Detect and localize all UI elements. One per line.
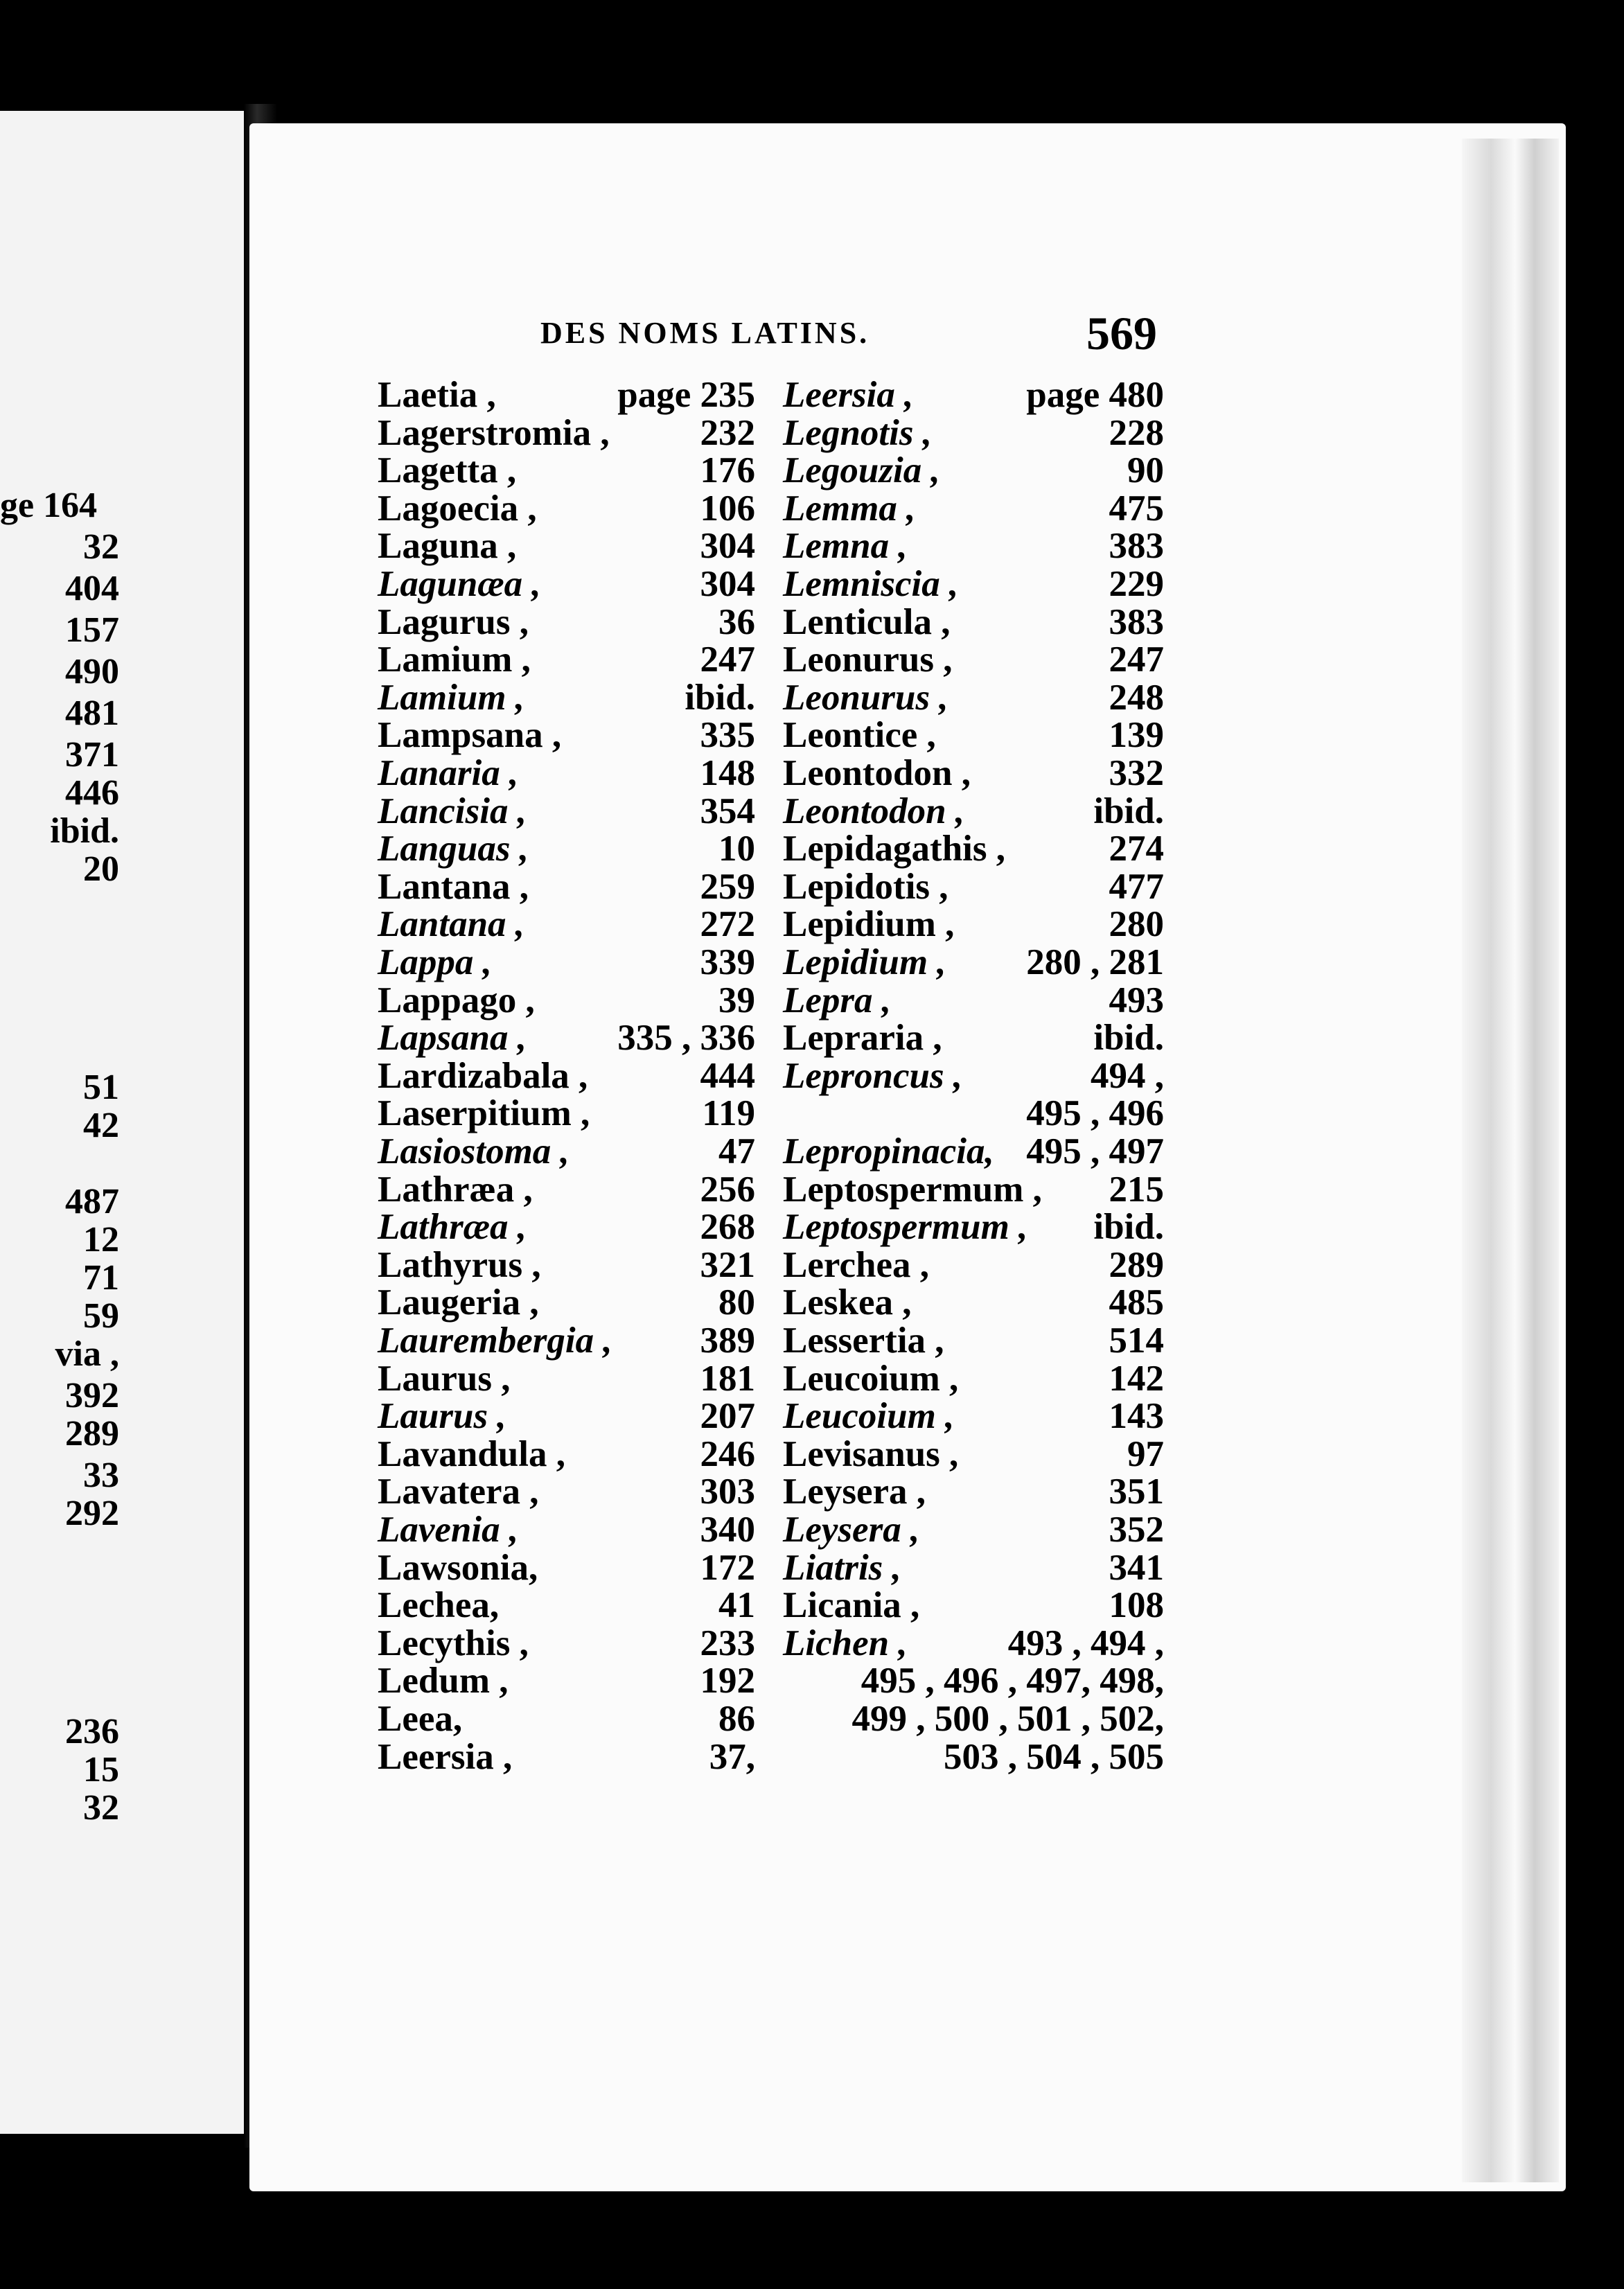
left-fragment: 487 bbox=[65, 1182, 119, 1221]
entry-name: Ledum , bbox=[378, 1661, 509, 1702]
entry-name: Lamium , bbox=[378, 677, 525, 718]
left-fragment: ibid. bbox=[50, 811, 119, 851]
entry-page-ref: 340 bbox=[700, 1510, 755, 1550]
entry-page-ref: 303 bbox=[700, 1472, 755, 1512]
entry-page-ref: 119 bbox=[702, 1093, 755, 1134]
left-fragment: 404 bbox=[65, 569, 119, 608]
entry-name: Leonurus , bbox=[783, 639, 953, 680]
entry-name: Leersia , bbox=[783, 375, 914, 415]
entry-name: Laguna , bbox=[378, 526, 517, 567]
entry-name: Laurus , bbox=[378, 1396, 506, 1437]
left-fragment: 32 bbox=[83, 527, 119, 567]
left-fragment: 12 bbox=[83, 1220, 119, 1260]
entry-page-ref: ibid. bbox=[1093, 1207, 1164, 1248]
entry-name: Leontodon , bbox=[783, 790, 965, 831]
entry-page-ref: 335 bbox=[700, 715, 755, 756]
entry-page-ref: 475 bbox=[1109, 488, 1164, 529]
entry-page-ref: 485 bbox=[1109, 1282, 1164, 1323]
entry-page-ref: 139 bbox=[1109, 715, 1164, 756]
entry-name: Lanaria , bbox=[378, 753, 519, 793]
entry-page-ref: 215 bbox=[1109, 1169, 1164, 1210]
entry-name: Lathræa , bbox=[378, 1169, 533, 1210]
entry-page-ref: 247 bbox=[1109, 639, 1164, 680]
entry-name: Legnotis , bbox=[783, 412, 932, 453]
entry-name: Lappago , bbox=[378, 980, 535, 1020]
entry-page-ref: 495 , 496 bbox=[1026, 1093, 1164, 1134]
entry-name: Leontodon , bbox=[783, 753, 971, 793]
entry-name: Lardizabala , bbox=[378, 1055, 588, 1096]
entry-page-ref: 106 bbox=[700, 488, 755, 529]
entry-name: Lapsana , bbox=[378, 1018, 527, 1059]
left-fragment: 236 bbox=[65, 1712, 119, 1751]
entry-page-ref: 383 bbox=[1109, 526, 1164, 567]
entry-page-ref: 444 bbox=[700, 1055, 755, 1096]
entry-page-ref: 354 bbox=[700, 790, 755, 831]
left-fragment: 371 bbox=[65, 735, 119, 775]
entry-name: Lepraria , bbox=[783, 1018, 942, 1059]
entry-page-ref: 228 bbox=[1109, 412, 1164, 453]
entry-page-ref: 10 bbox=[718, 829, 755, 869]
entry-page-ref: 280 bbox=[1109, 904, 1164, 945]
entry-name: Laugeria , bbox=[378, 1282, 539, 1323]
entry-page-ref: 247 bbox=[700, 639, 755, 680]
entry-name: Lagunæa , bbox=[378, 564, 541, 604]
entry-page-ref: 272 bbox=[700, 904, 755, 945]
entry-name: Lemna , bbox=[783, 526, 908, 567]
entry-page-ref: 47 bbox=[718, 1131, 755, 1172]
entry-name: Lagetta , bbox=[378, 450, 517, 491]
entry-name: Languas , bbox=[378, 829, 529, 869]
entry-page-ref: 351 bbox=[1109, 1472, 1164, 1512]
entry-page-ref: 289 bbox=[1109, 1244, 1164, 1285]
entry-page-ref: ibid. bbox=[1093, 1018, 1164, 1059]
entry-page-ref: 477 bbox=[1109, 866, 1164, 907]
entry-name: Lepropinacia, bbox=[783, 1131, 994, 1172]
entry-page-ref: 90 bbox=[1127, 450, 1164, 491]
left-fragment: 446 bbox=[65, 773, 119, 813]
entry-page-ref: 256 bbox=[700, 1169, 755, 1210]
entry-name: Lamium , bbox=[378, 639, 531, 680]
entry-page-ref: 494 , bbox=[1091, 1055, 1164, 1096]
entry-name: Lessertia , bbox=[783, 1320, 944, 1361]
entry-name: Leersia , bbox=[378, 1736, 513, 1777]
entry-page-ref: 514 bbox=[1109, 1320, 1164, 1361]
entry-page-ref: 246 bbox=[700, 1433, 755, 1474]
left-fragment: 481 bbox=[65, 693, 119, 733]
entry-name: Levisanus , bbox=[783, 1433, 959, 1474]
entry-name: Lepidium , bbox=[783, 942, 946, 982]
left-fragment: 292 bbox=[65, 1494, 119, 1533]
entry-name: Lerchea , bbox=[783, 1244, 929, 1285]
left-fragment: 392 bbox=[65, 1376, 119, 1415]
entry-name: Laurus , bbox=[378, 1358, 511, 1399]
left-fragment: 15 bbox=[83, 1750, 119, 1789]
entry-name: Lancisia , bbox=[378, 790, 527, 831]
left-fragment: ge 164 bbox=[0, 486, 98, 525]
left-fragment: 42 bbox=[83, 1106, 119, 1145]
entry-name: Leptospermum , bbox=[783, 1207, 1028, 1248]
entry-page-ref: page 235 bbox=[617, 375, 755, 415]
entry-name: Lantana , bbox=[378, 904, 525, 945]
entry-page-ref: 232 bbox=[700, 412, 755, 453]
entry-page-ref: 339 bbox=[700, 942, 755, 982]
entry-page-ref: 259 bbox=[700, 866, 755, 907]
left-fragment: 157 bbox=[65, 610, 119, 650]
entry-name: Lecythis , bbox=[378, 1623, 529, 1663]
entry-name: Lathræa , bbox=[378, 1207, 527, 1248]
entry-name: Lepra , bbox=[783, 980, 892, 1020]
entry-page-ref: 39 bbox=[718, 980, 755, 1020]
entry-name: Liatris , bbox=[783, 1547, 901, 1588]
entry-name: Leucoium , bbox=[783, 1358, 959, 1399]
left-fragment: via , bbox=[55, 1334, 119, 1374]
entry-page-ref: 148 bbox=[700, 753, 755, 793]
entry-name: Leucoium , bbox=[783, 1396, 955, 1437]
entry-name: Leontice , bbox=[783, 715, 936, 756]
entry-page-ref: 248 bbox=[1109, 677, 1164, 718]
entry-name: Leonurus , bbox=[783, 677, 948, 718]
entry-name: Legouzia , bbox=[783, 450, 940, 491]
entry-page-ref: 207 bbox=[700, 1396, 755, 1437]
entry-name: Lichen , bbox=[783, 1623, 908, 1663]
entry-name: Lappa , bbox=[378, 942, 492, 982]
entry-page-ref: 495 , 496 , 497, 498, bbox=[860, 1661, 1164, 1702]
entry-page-ref: 352 bbox=[1109, 1510, 1164, 1550]
entry-page-ref: 493 bbox=[1109, 980, 1164, 1020]
left-fragment: 51 bbox=[83, 1068, 119, 1107]
entry-name: Laetia , bbox=[378, 375, 496, 415]
left-fragment: 490 bbox=[65, 652, 119, 691]
entry-name: Lavenia , bbox=[378, 1510, 519, 1550]
entry-name: Leea, bbox=[378, 1699, 463, 1739]
left-fragment: 289 bbox=[65, 1414, 119, 1453]
entry-name: Lathyrus , bbox=[378, 1244, 541, 1285]
entry-name: Lechea, bbox=[378, 1585, 500, 1626]
entry-page-ref: 321 bbox=[700, 1244, 755, 1285]
entry-name: Leproncus , bbox=[783, 1055, 963, 1096]
left-fragment: 32 bbox=[83, 1788, 119, 1828]
entry-page-ref: 172 bbox=[700, 1547, 755, 1588]
entry-page-ref: 142 bbox=[1109, 1358, 1164, 1399]
entry-page-ref: 389 bbox=[700, 1320, 755, 1361]
page-edge bbox=[1462, 139, 1559, 2182]
entry-page-ref: 493 , 494 , bbox=[1007, 1623, 1164, 1663]
entry-page-ref: 341 bbox=[1109, 1547, 1164, 1588]
entry-page-ref: 176 bbox=[700, 450, 755, 491]
entry-page-ref: ibid. bbox=[1093, 790, 1164, 831]
entry-page-ref: 143 bbox=[1109, 1396, 1164, 1437]
left-fragment: 59 bbox=[83, 1296, 119, 1336]
entry-name: Laurembergia , bbox=[378, 1320, 612, 1361]
entry-page-ref: 332 bbox=[1109, 753, 1164, 793]
entry-page-ref: 108 bbox=[1109, 1585, 1164, 1626]
entry-page-ref: 37, bbox=[709, 1736, 755, 1777]
entry-name: Leptospermum , bbox=[783, 1169, 1042, 1210]
running-header: DES NOMS LATINS. bbox=[540, 316, 870, 350]
entry-name: Lagurus , bbox=[378, 601, 529, 642]
entry-page-ref: 233 bbox=[700, 1623, 755, 1663]
entry-name: Lepidotis , bbox=[783, 866, 948, 907]
entry-name: Leskea , bbox=[783, 1282, 912, 1323]
entry-name: Licania , bbox=[783, 1585, 920, 1626]
entry-page-ref: 304 bbox=[700, 564, 755, 604]
entry-page-ref: page 480 bbox=[1026, 375, 1164, 415]
left-fragment: 71 bbox=[83, 1258, 119, 1298]
entry-name: Lagoecia , bbox=[378, 488, 537, 529]
entry-page-ref: 97 bbox=[1127, 1433, 1164, 1474]
left-fragment: 33 bbox=[83, 1456, 119, 1495]
entry-page-ref: 86 bbox=[718, 1699, 755, 1739]
entry-name: Lepidagathis , bbox=[783, 829, 1006, 869]
entry-page-ref: 499 , 500 , 501 , 502, bbox=[851, 1699, 1164, 1739]
page-number: 569 bbox=[1086, 307, 1157, 360]
entry-name: Leysera , bbox=[783, 1510, 920, 1550]
entry-name: Lantana , bbox=[378, 866, 529, 907]
entry-name: Lampsana , bbox=[378, 715, 562, 756]
entry-page-ref: 274 bbox=[1109, 829, 1164, 869]
entry-page-ref: 229 bbox=[1109, 564, 1164, 604]
entry-name: Lavatera , bbox=[378, 1472, 539, 1512]
entry-page-ref: 383 bbox=[1109, 601, 1164, 642]
entry-page-ref: 503 , 504 , 505 bbox=[944, 1736, 1164, 1777]
entry-name: Laserpitium , bbox=[378, 1093, 590, 1134]
entry-page-ref: 36 bbox=[718, 601, 755, 642]
entry-name: Leysera , bbox=[783, 1472, 926, 1512]
entry-name: Lepidium , bbox=[783, 904, 955, 945]
entry-page-ref: ibid. bbox=[685, 677, 755, 718]
entry-name: Lavandula , bbox=[378, 1433, 566, 1474]
left-page bbox=[0, 111, 249, 2134]
entry-name: Lawsonia, bbox=[378, 1547, 538, 1588]
entry-page-ref: 280 , 281 bbox=[1026, 942, 1164, 982]
entry-page-ref: 41 bbox=[718, 1585, 755, 1626]
entry-page-ref: 80 bbox=[718, 1282, 755, 1323]
entry-name: Lemma , bbox=[783, 488, 916, 529]
entry-name: Lagerstromia , bbox=[378, 412, 610, 453]
entry-page-ref: 181 bbox=[700, 1358, 755, 1399]
entry-name: Lemniscia , bbox=[783, 564, 959, 604]
entry-name: Lasiostoma , bbox=[378, 1131, 570, 1172]
entry-page-ref: 495 , 497 bbox=[1026, 1131, 1164, 1172]
entry-page-ref: 335 , 336 bbox=[617, 1018, 755, 1059]
left-fragment: 20 bbox=[83, 849, 119, 889]
entry-name: Lenticula , bbox=[783, 601, 951, 642]
entry-page-ref: 304 bbox=[700, 526, 755, 567]
entry-page-ref: 268 bbox=[700, 1207, 755, 1248]
entry-page-ref: 192 bbox=[700, 1661, 755, 1702]
